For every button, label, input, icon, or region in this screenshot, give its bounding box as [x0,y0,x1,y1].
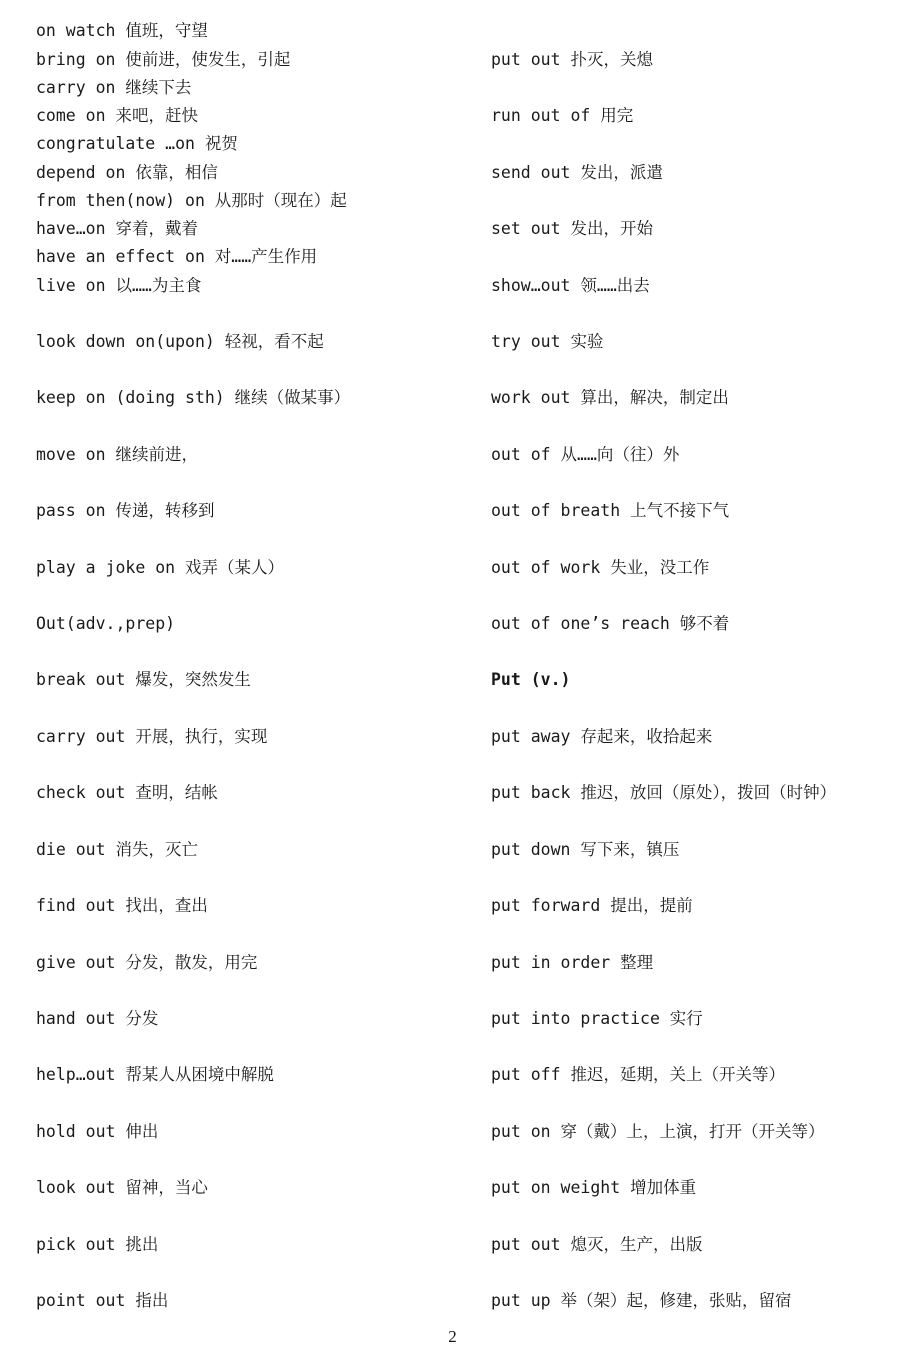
list-item: look down on(upon) 轻视，看不起 [36,332,324,351]
list-item: try out 实验 [491,332,604,351]
list-item: break out 爆发，突然发生 [36,670,251,689]
list-item: put into practice 实行 [491,1009,703,1028]
list-item: give out 分发，散发，用完 [36,953,258,972]
section-heading-out: Out(adv.,prep) [36,614,176,633]
list-item: have an effect on 对……产生作用 [36,247,318,266]
list-item: keep on (doing sth) 继续（做某事） [36,388,351,407]
list-item: hold out 伸出 [36,1122,159,1141]
list-item: send out 发出，派遣 [491,163,663,182]
list-item: put up 举（架）起，修建，张贴，留宿 [491,1291,792,1310]
list-item: move on 继续前进， [36,445,198,464]
list-item: find out 找出，查出 [36,896,208,915]
list-item: put out 熄灭，生产，出版 [491,1235,703,1254]
list-item: look out 留神，当心 [36,1178,208,1197]
list-item: put off 推迟，延期，关上（开关等） [491,1065,785,1084]
list-item: out of breath 上气不接下气 [491,501,730,520]
list-item: hand out 分发 [36,1009,159,1028]
list-item: die out 消失，灭亡 [36,840,198,859]
list-item: show…out 领……出去 [491,276,650,295]
list-item: congratulate …on 祝贺 [36,134,238,153]
list-item: put on weight 增加体重 [491,1178,697,1197]
list-item: put in order 整理 [491,953,654,972]
list-item: set out 发出，开始 [491,219,653,238]
list-item: help…out 帮某人从困境中解脱 [36,1065,274,1084]
list-item: depend on 依靠，相信 [36,163,218,182]
section-heading-put: Put (v.) [491,670,571,689]
list-item: pass on 传递，转移到 [36,501,215,520]
list-item: out of 从……向（往）外 [491,445,680,464]
list-item: put back 推迟，放回（原处），拨回（时钟） [491,783,837,802]
list-item: out of work 失业，没工作 [491,558,710,577]
list-item: put on 穿（戴）上，上演，打开（开关等） [491,1122,825,1141]
list-item: put out 扑灭，关熄 [491,50,653,69]
page-number: 2 [448,1327,457,1346]
list-item: play a joke on 戏弄（某人） [36,558,285,577]
list-item: carry on 继续下去 [36,78,192,97]
list-item: put away 存起来，收拾起来 [491,727,713,746]
list-item: pick out 挑出 [36,1235,159,1254]
list-item: come on 来吧，赶快 [36,106,198,125]
list-item: out of one’s reach 够不着 [491,614,730,633]
list-item: live on 以……为主食 [36,276,202,295]
list-item: put down 写下来，镇压 [491,840,680,859]
list-item: run out of 用完 [491,106,634,125]
list-item: carry out 开展，执行，实现 [36,727,268,746]
list-item: work out 算出，解决，制定出 [491,388,729,407]
list-item: on watch 值班，守望 [36,21,208,40]
list-item: point out 指出 [36,1291,169,1310]
list-item: have…on 穿着，戴着 [36,219,198,238]
list-item: from then(now) on 从那时（现在）起 [36,191,347,210]
list-item: put forward 提出，提前 [491,896,693,915]
list-item: check out 查明，结帐 [36,783,218,802]
list-item: bring on 使前进，使发生，引起 [36,50,291,69]
